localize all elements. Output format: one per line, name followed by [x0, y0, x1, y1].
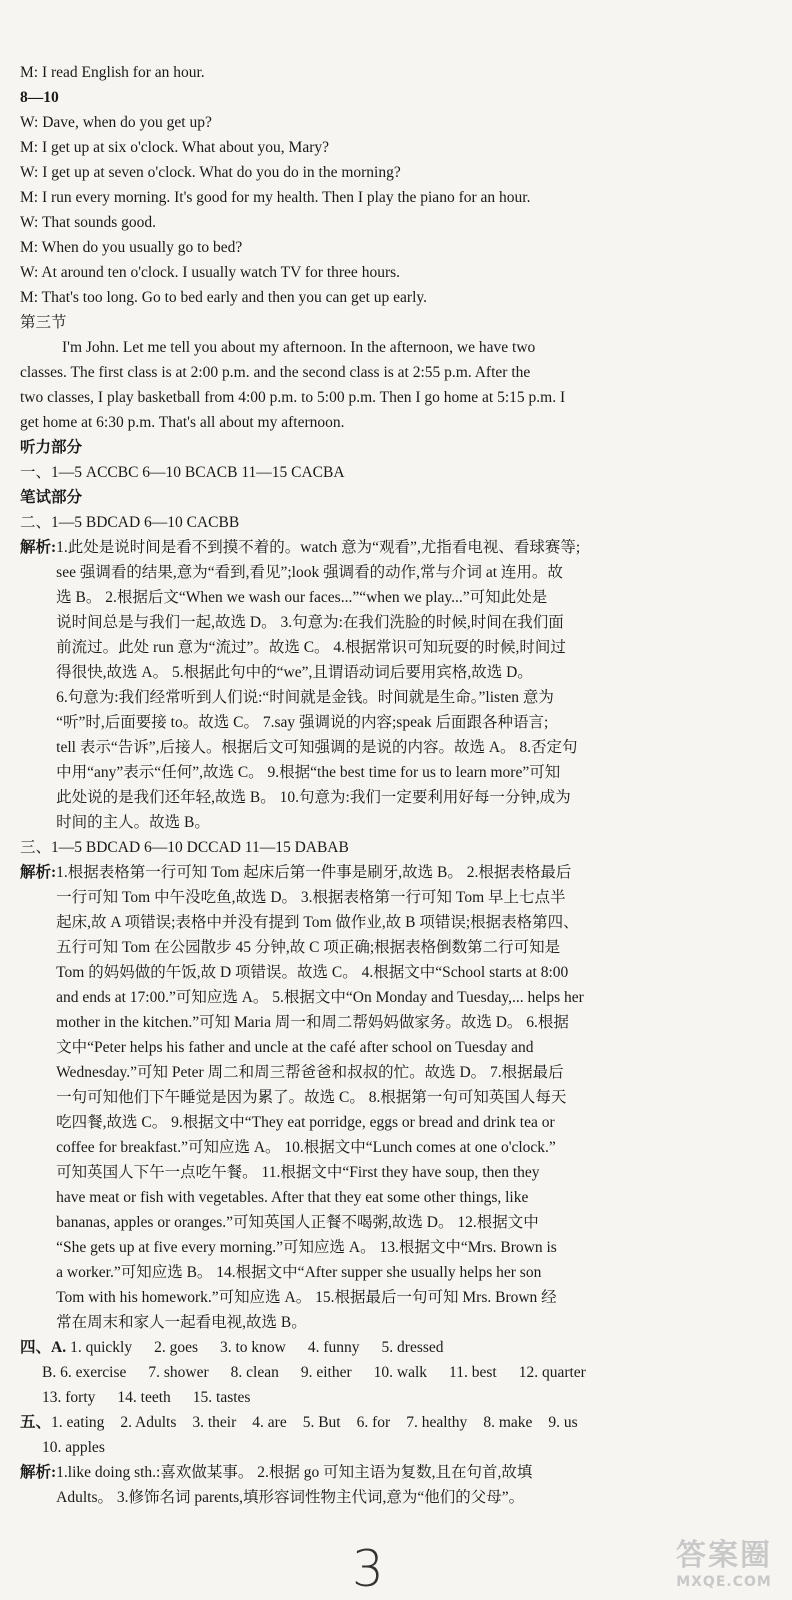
explanation-label: 解析: — [20, 864, 57, 881]
explanation-line: 可知英国人下午一点吃午餐。 11.根据文中“First they have soup, then they — [56, 1164, 540, 1181]
explanation-line: a worker.”可知应选 B。 14.根据文中“After supper she usually helps her son — [56, 1264, 542, 1281]
answer-item: 3. to know — [220, 1339, 286, 1356]
answer-page — [20, 60, 772, 1510]
listening-heading: 听力部分 — [20, 439, 83, 456]
explanation-line: 五行可知 Tom 在公园散步 45 分钟,故 C 项正确;根据表格倒数第二行可知是 — [56, 939, 561, 956]
part5-label: 五、 — [20, 1414, 52, 1431]
explanation-label: 解析: — [20, 1464, 57, 1481]
explanation-line: Wednesday.”可知 Peter 周二和周三帮爸爸和叔叔的忙。故选 D。 7.根据最后 — [56, 1064, 564, 1081]
section3-heading: 第三节 — [20, 314, 67, 331]
answer-item: 7. healthy — [406, 1414, 468, 1431]
explanation-line: Tom with his homework.”可知应选 A。 15.根据最后一句可知 Mrs. Brown 经 — [56, 1289, 557, 1306]
explanation-line: “She gets up at five every morning.”可知应选 A。 13.根据文中“Mrs. Brown is — [56, 1239, 557, 1256]
explanation-line: 1.like doing sth.:喜欢做某事。 2.根据 go 可知主语为复数,且在句首,故填 — [56, 1464, 533, 1481]
section-heading-8-10: 8—10 — [20, 89, 59, 106]
explanation-line: 一句可知他们下午睡觉是因为累了。故选 C。 8.根据第一句可知英国人每天 — [56, 1089, 567, 1106]
dialog-block — [20, 110, 772, 310]
explanation-line: 文中“Peter helps his father and uncle at the café after school on Tuesday and — [56, 1039, 534, 1056]
dialog-line: W: That sounds good. — [20, 214, 157, 231]
part4-label: 四、A. — [20, 1339, 67, 1356]
explanation-line: coffee for breakfast.”可知应选 A。 10.根据文中“Lunch comes at one o'clock.” — [56, 1139, 556, 1156]
answer-item: 14. teeth — [117, 1389, 171, 1406]
answer-item: B. 6. exercise — [42, 1364, 127, 1381]
answer-item: 10. apples — [42, 1439, 105, 1456]
dialog-line: M: I run every morning. It's good for my health. Then I play the piano for an hour. — [20, 189, 531, 206]
part5-row — [20, 1435, 772, 1460]
listening-answers: 一、1—5 ACCBC 6—10 BCACB 11—15 CACBA — [20, 464, 345, 481]
explanation-line: bananas, apples or oranges.”可知英国人正餐不喝粥,故选 D。 12.根据文中 — [56, 1214, 539, 1231]
answer-item: 4. are — [252, 1414, 287, 1431]
explanation-line: “听”时,后面要接 to。故选 C。 7.say 强调说的内容;speak 后面跟各种语言; — [56, 714, 549, 731]
watermark-domain: MXQE.COM — [676, 1574, 772, 1590]
written-heading: 笔试部分 — [20, 489, 83, 506]
explanation-line: 吃四餐,故选 C。 9.根据文中“They eat porridge, eggs or bread and drink tea or — [56, 1114, 555, 1131]
explanation-label: 解析: — [20, 539, 57, 556]
explanation-line: 常在周末和家人一起看电视,故选 B。 — [56, 1314, 307, 1331]
explanation-line: 选 B。 2.根据后文“When we wash our faces...”“when we play...”可知此处是 — [56, 589, 548, 606]
explanation-line: 此处说的是我们还年轻,故选 B。 10.句意为:我们一定要利用好每一分钟,成为 — [56, 789, 571, 806]
explanation-line: see 强调看的结果,意为“看到,看见”;look 强调看的动作,常与介词 at 连用。故 — [56, 564, 563, 581]
explanation-line: Adults。 3.修饰名词 parents,填形容词性物主代词,意为“他们的父母”。 — [56, 1489, 525, 1506]
answer-item: 15. tastes — [192, 1389, 251, 1406]
explanation-line: tell 表示“告诉”,后接人。根据后文可知强调的是说的内容。故选 A。 8.否定句 — [56, 739, 578, 756]
answer-item: 6. for — [356, 1414, 391, 1431]
dialog-line: M: When do you usually go to bed? — [20, 239, 243, 256]
answer-item: 9. either — [300, 1364, 352, 1381]
answer-item: 13. forty — [42, 1389, 96, 1406]
answer-item: 3. their — [192, 1414, 237, 1431]
dialog-line: M: I read English for an hour. — [20, 64, 205, 81]
passage-line: two classes, I play basketball from 4:00 p.m. to 5:00 p.m. Then I go home at 5:15 p.m. I — [20, 389, 566, 406]
passage-line: I'm John. Let me tell you about my afternoon. In the afternoon, we have two — [62, 339, 536, 356]
explanation-line: 得很快,故选 A。 5.根据此句中的“we”,且谓语动词后要用宾格,故选 D。 — [56, 664, 533, 681]
answer-item: 12. quarter — [518, 1364, 586, 1381]
answer-item: 4. funny — [307, 1339, 360, 1356]
part4-row — [20, 1360, 772, 1385]
answer-item: 5. dressed — [381, 1339, 444, 1356]
dialog-line: W: I get up at seven o'clock. What do you do in the morning? — [20, 164, 401, 181]
explanation-line: mother in the kitchen.”可知 Maria 周一和周二帮妈妈做家务。故选 D。 6.根据 — [56, 1014, 569, 1031]
dialog-line: M: That's too long. Go to bed early and then you can get up early. — [20, 289, 427, 306]
answer-item: 9. us — [548, 1414, 578, 1431]
explanation-line: 说时间总是与我们一起,故选 D。 3.句意为:在我们洗脸的时候,时间在我们面 — [56, 614, 564, 631]
explanation-line: 中用“any”表示“任何”,故选 C。 9.根据“the best time for us to learn more”可知 — [56, 764, 561, 781]
dialog-line: M: I get up at six o'clock. What about you, Mary? — [20, 139, 329, 156]
dialog-line: W: At around ten o'clock. I usually watch TV for three hours. — [20, 264, 401, 281]
explanation-line: 1.根据表格第一行可知 Tom 起床后第一件事是刷牙,故选 B。 2.根据表格最后 — [56, 864, 572, 881]
answer-item: 8. make — [483, 1414, 533, 1431]
explanation-line: 前流过。此处 run 意为“流过”。故选 C。 4.根据常识可知玩耍的时候,时间过 — [56, 639, 566, 656]
explanation-line: 一行可知 Tom 中午没吃鱼,故选 D。 3.根据表格第一行可知 Tom 早上七点半 — [56, 889, 566, 906]
part5-explanation — [20, 1460, 772, 1510]
part3-answers: 三、1—5 BDCAD 6—10 DCCAD 11—15 DABAB — [20, 839, 349, 856]
answer-item: 1. eating — [51, 1414, 105, 1431]
answer-item: 5. But — [302, 1414, 341, 1431]
explanation-line: 时间的主人。故选 B。 — [56, 814, 210, 831]
explanation-line: have meat or fish with vegetables. After that they eat some other things, like — [56, 1189, 529, 1206]
explanation-line: 起床,故 A 项错误;表格中并没有提到 Tom 做作业,故 B 项错误;根据表格第四、 — [56, 914, 579, 931]
answer-item: 2. goes — [154, 1339, 198, 1356]
answer-item: 1. quickly — [70, 1339, 133, 1356]
part3-explanation — [20, 860, 772, 1335]
explanation-line: 1.此处是说时间是看不到摸不着的。watch 意为“观看”,尤指看电视、看球赛等; — [56, 539, 581, 556]
answer-item: 8. clean — [230, 1364, 279, 1381]
part4-row — [20, 1335, 772, 1360]
passage-line: classes. The first class is at 2:00 p.m. and the second class is at 2:55 p.m. After the — [20, 364, 531, 381]
answer-item: 10. walk — [373, 1364, 428, 1381]
part4-row — [20, 1385, 772, 1410]
section3-passage — [20, 335, 772, 435]
explanation-line: Tom 的妈妈做的午饭,故 D 项错误。故选 C。 4.根据文中“School starts at 8:00 — [56, 964, 569, 981]
explanation-line: 6.句意为:我们经常听到人们说:“时间就是金钱。时间就是生命。”listen 意为 — [56, 689, 554, 706]
part5-row — [20, 1410, 772, 1435]
answer-item: 2. Adults — [120, 1414, 177, 1431]
part2-explanation — [20, 535, 772, 835]
watermark-logo-text: 答案圈 — [676, 1538, 772, 1573]
site-watermark — [664, 1530, 784, 1590]
answer-item: 7. shower — [148, 1364, 209, 1381]
passage-line: get home at 6:30 p.m. That's all about my afternoon. — [20, 414, 345, 431]
answer-item: 11. best — [449, 1364, 497, 1381]
explanation-line: and ends at 17:00.”可知应选 A。 5.根据文中“On Monday and Tuesday,... helps her — [56, 989, 584, 1006]
page-number: 3 — [352, 1540, 384, 1598]
part2-answers: 二、1—5 BDCAD 6—10 CACBB — [20, 514, 240, 531]
dialog-line: W: Dave, when do you get up? — [20, 114, 212, 131]
